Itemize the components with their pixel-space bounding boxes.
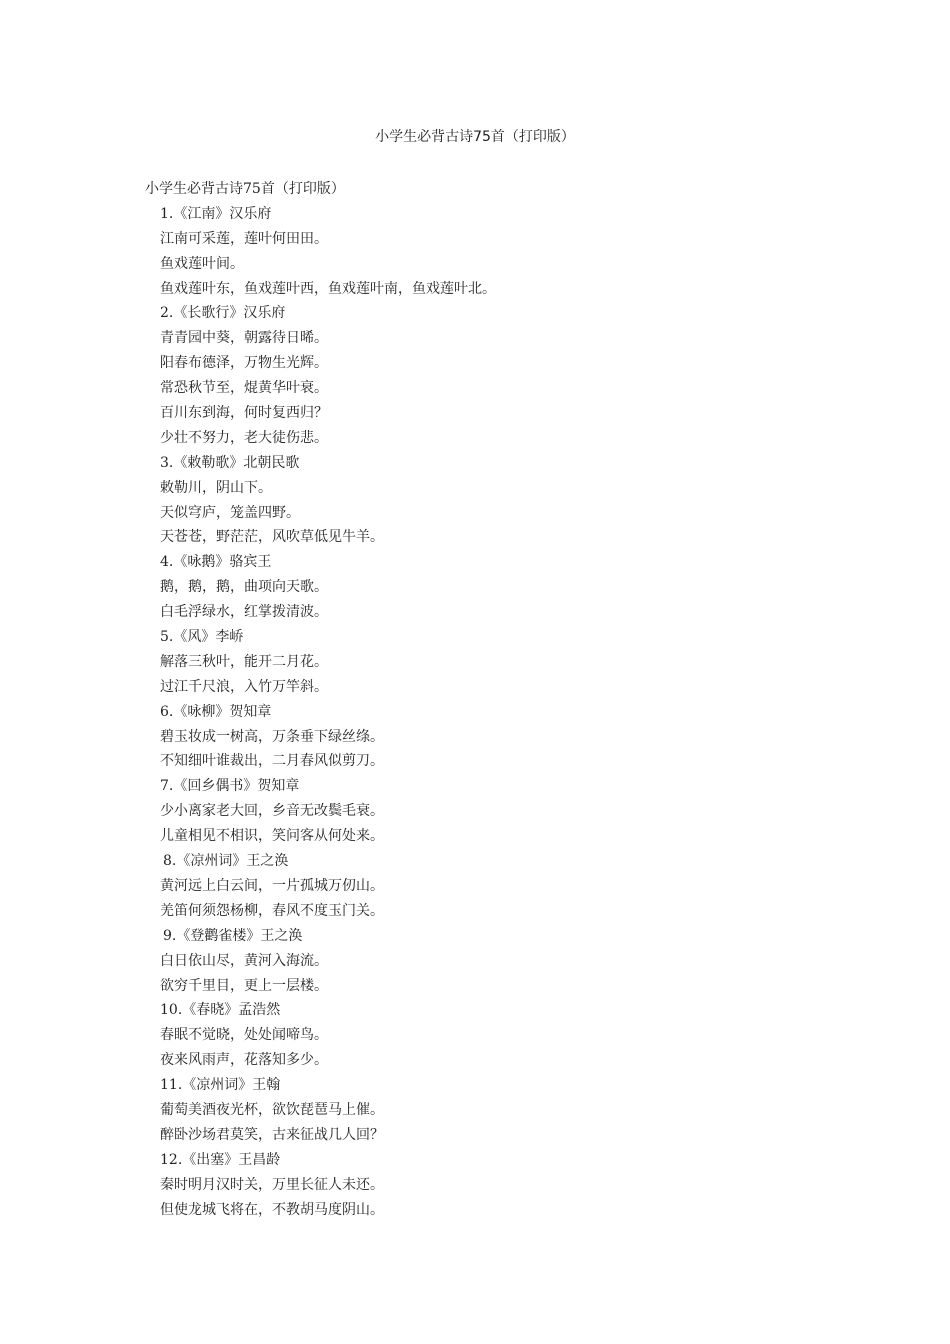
poem-verse-line: 葡萄美酒夜光杯，欲饮琵琶马上催。 <box>160 1101 384 1118</box>
poem-verse-line: 羌笛何须怨杨柳，春风不度玉门关。 <box>160 902 384 919</box>
poem-verse-line: 欲穷千里目，更上一层楼。 <box>160 977 328 994</box>
page-title: 小学生必背古诗75首（打印版） <box>375 129 575 145</box>
poem-verse-line: 少小离家老大回，乡音无改鬓毛衰。 <box>160 803 384 820</box>
poem-verse-line: 醉卧沙场君莫笑，古来征战几人回？ <box>160 1126 384 1143</box>
poem-heading: 5.《风》李峤 <box>160 629 244 646</box>
poem-verse-line: 夜来风雨声，花落知多少。 <box>160 1052 328 1069</box>
poem-block <box>145 550 865 625</box>
poem-verse-line: 儿童相见不相识，笑问客从何处来。 <box>160 828 384 845</box>
poem-verse-line: 阳春布德泽，万物生光辉。 <box>160 355 328 372</box>
poem-heading: 1.《江南》汉乐府 <box>160 205 272 222</box>
poem-block <box>145 301 865 450</box>
poem-verse-line: 青青园中葵，朝露待日晞。 <box>160 330 328 347</box>
document-subtitle: 小学生必背古诗75首（打印版） <box>145 181 345 197</box>
poem-heading: 9.《登鹳雀楼》王之涣 <box>163 927 303 944</box>
poem-block <box>145 998 865 1073</box>
poem-verse-line: 不知细叶谁裁出，二月春风似剪刀。 <box>160 753 384 770</box>
poem-verse-line: 碧玉妆成一树高，万条垂下绿丝绦。 <box>160 728 384 745</box>
poem-verse-line: 天似穹庐，笼盖四野。 <box>160 504 300 521</box>
poem-heading: 11.《凉州词》王翰 <box>160 1077 281 1094</box>
poem-verse-line: 敕勒川，阴山下。 <box>160 479 272 496</box>
poem-list <box>145 202 865 1223</box>
poem-block <box>145 625 865 700</box>
poem-heading: 2.《长歌行》汉乐府 <box>160 305 286 322</box>
poem-verse-line: 白日依山尽，黄河入海流。 <box>160 952 328 969</box>
poem-heading: 8.《凉州词》王之涣 <box>163 853 289 870</box>
poem-verse-line: 鱼戏莲叶间。 <box>160 255 244 272</box>
poem-verse-line: 鱼戏莲叶东，鱼戏莲叶西，鱼戏莲叶南，鱼戏莲叶北。 <box>160 280 496 297</box>
poem-block <box>145 774 865 849</box>
document-body <box>145 177 865 1222</box>
poem-heading: 3.《敕勒歌》北朝民歌 <box>160 454 300 471</box>
poem-verse-line: 春眠不觉晓，处处闻啼鸟。 <box>160 1027 328 1044</box>
poem-verse-line: 鹅，鹅，鹅，曲项向天歌。 <box>160 579 328 596</box>
poem-block <box>145 700 865 775</box>
poem-verse-line: 秦时明月汉时关，万里长征人未还。 <box>160 1176 384 1193</box>
poem-verse-line: 但使龙城飞将在，不教胡马度阴山。 <box>160 1201 384 1218</box>
poem-heading: 7.《回乡偶书》贺知章 <box>160 778 300 795</box>
poem-verse-line: 江南可采莲，莲叶何田田。 <box>160 230 328 247</box>
poem-block <box>145 1073 865 1148</box>
poem-verse-line: 黄河远上白云间，一片孤城万仞山。 <box>160 877 384 894</box>
poem-verse-line: 天苍苍，野茫茫，风吹草低见牛羊。 <box>160 529 384 546</box>
poem-block <box>145 924 865 999</box>
poem-block <box>145 1148 865 1223</box>
poem-verse-line: 百川东到海，何时复西归？ <box>160 405 328 422</box>
poem-heading: 6.《咏柳》贺知章 <box>160 703 272 720</box>
poem-verse-line: 白毛浮绿水，红掌拨清波。 <box>160 604 328 621</box>
poem-verse-line: 少壮不努力，老大徒伤悲。 <box>160 429 328 446</box>
poem-verse-line: 解落三秋叶，能开二月花。 <box>160 653 328 670</box>
poem-block <box>145 202 865 302</box>
poem-heading: 10.《春晓》孟浩然 <box>160 1002 281 1019</box>
poem-block <box>145 849 865 924</box>
poem-heading: 12.《出塞》王昌龄 <box>160 1151 281 1168</box>
poem-verse-line: 常恐秋节至，焜黄华叶衰。 <box>160 380 328 397</box>
poem-block <box>145 451 865 551</box>
poem-verse-line: 过江千尺浪，入竹万竿斜。 <box>160 678 328 695</box>
poem-heading: 4.《咏鹅》骆宾王 <box>160 554 272 571</box>
